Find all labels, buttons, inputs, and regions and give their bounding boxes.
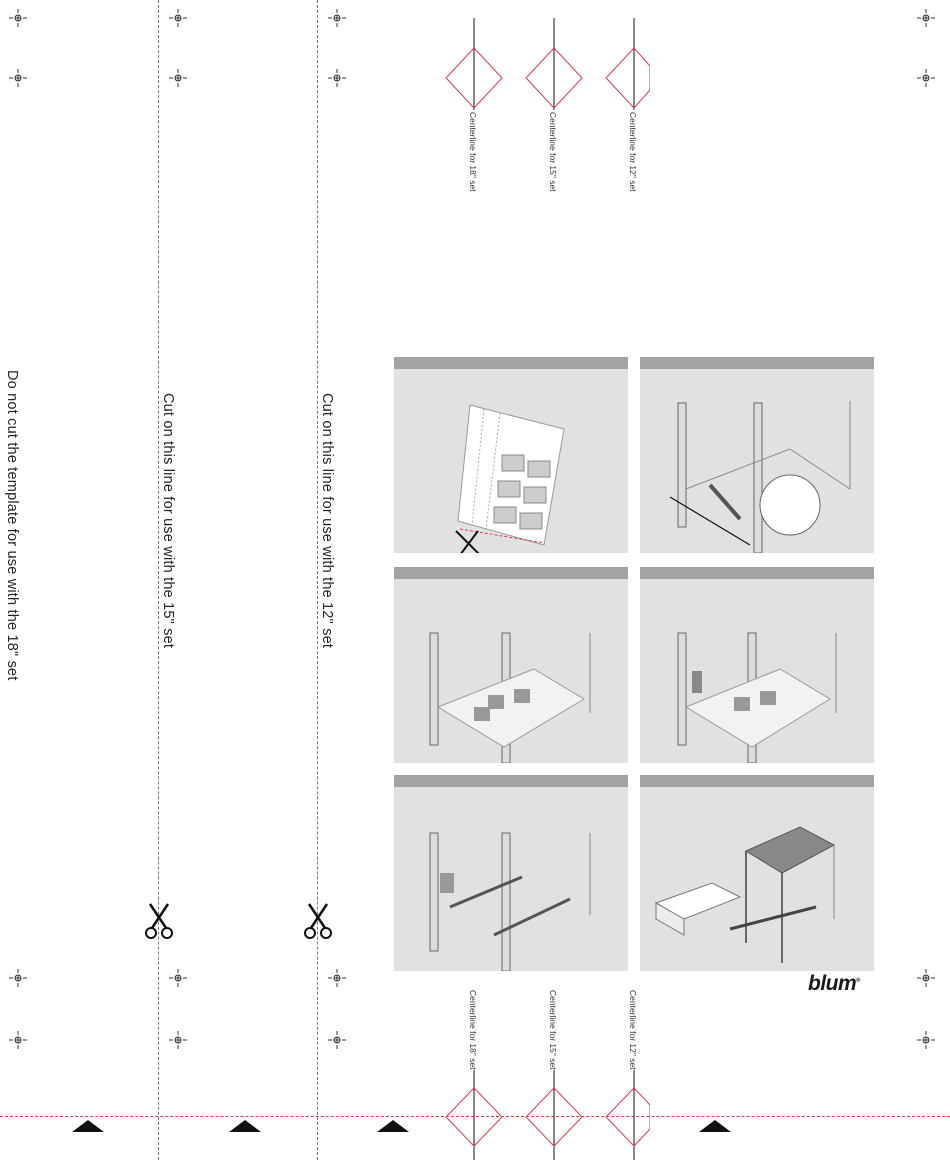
- cabinet-template-illustration: [394, 579, 628, 763]
- registration-mark-icon: [8, 8, 28, 28]
- registration-mark-icon: [168, 8, 188, 28]
- scissors-icon: [144, 902, 174, 940]
- registration-mark-icon: [327, 8, 347, 28]
- cut-12-instruction: Cut on this line for use with the 12" set: [319, 393, 335, 649]
- step-6-insert-drawer: [640, 775, 874, 971]
- alignment-triangle-icon: [699, 1120, 731, 1132]
- centerline-label-top-12: Centerline for 12" set: [628, 112, 638, 192]
- bottom-centerline-markers: [440, 1070, 650, 1160]
- registration-mark-icon: [916, 1030, 936, 1050]
- panel-header: [640, 775, 874, 787]
- registration-mark-icon: [168, 1030, 188, 1050]
- alignment-triangle-icon: [377, 1120, 409, 1132]
- centerline-label-bottom-15: Centerline for 15" set: [548, 990, 558, 1070]
- cabinet-measure-illustration: [640, 369, 874, 553]
- logo-text: blum: [808, 972, 857, 995]
- runner-mount-illustration: [394, 787, 628, 971]
- panel-header: [394, 357, 628, 369]
- centerline-label-bottom-18: Centerline for 18" set: [468, 990, 478, 1070]
- step-3-place-template: [394, 567, 628, 763]
- registration-mark-icon: [168, 968, 188, 988]
- registration-mark-icon: [8, 1030, 28, 1050]
- blum-logo: [808, 972, 860, 996]
- centerline-label-top-15: Centerline for 15" set: [548, 112, 558, 192]
- step-1-cut-template: [394, 357, 628, 553]
- template-sheet-illustration: [394, 369, 628, 553]
- alignment-triangle-icon: [72, 1120, 104, 1132]
- registration-mark-icon: [916, 968, 936, 988]
- centerline-label-bottom-12: Centerline for 12" set: [628, 990, 638, 1070]
- alignment-triangle-icon: [229, 1120, 261, 1132]
- drawer-insert-illustration: [640, 787, 874, 971]
- registration-mark-icon: [8, 968, 28, 988]
- step-5-mount-runners: [394, 775, 628, 971]
- centerline-label-top-18: Centerline for 18" set: [468, 112, 478, 192]
- step-2-measure-cabinet: [640, 357, 874, 553]
- registration-mark-icon: [8, 68, 28, 88]
- cut-line-15: [158, 0, 159, 1160]
- top-centerline-markers: [440, 18, 650, 110]
- registration-mark-icon: [327, 968, 347, 988]
- cabinet-drill-illustration: [640, 579, 874, 763]
- registration-mark-icon: [916, 68, 936, 88]
- panel-header: [394, 775, 628, 787]
- step-4-mark-holes: [640, 567, 874, 763]
- panel-header: [640, 567, 874, 579]
- registration-mark-icon: [327, 1030, 347, 1050]
- panel-header: [640, 357, 874, 369]
- cut-line-12: [317, 0, 318, 1160]
- registered-mark: ®: [856, 978, 861, 984]
- registration-mark-icon: [916, 8, 936, 28]
- panel-header: [394, 567, 628, 579]
- cut-15-instruction: Cut on this line for use with the 15" set: [160, 393, 176, 649]
- do-not-cut-instruction: Do not cut the template for use with the 18" set: [4, 370, 20, 681]
- scissors-icon: [303, 902, 333, 940]
- registration-mark-icon: [327, 68, 347, 88]
- registration-mark-icon: [168, 68, 188, 88]
